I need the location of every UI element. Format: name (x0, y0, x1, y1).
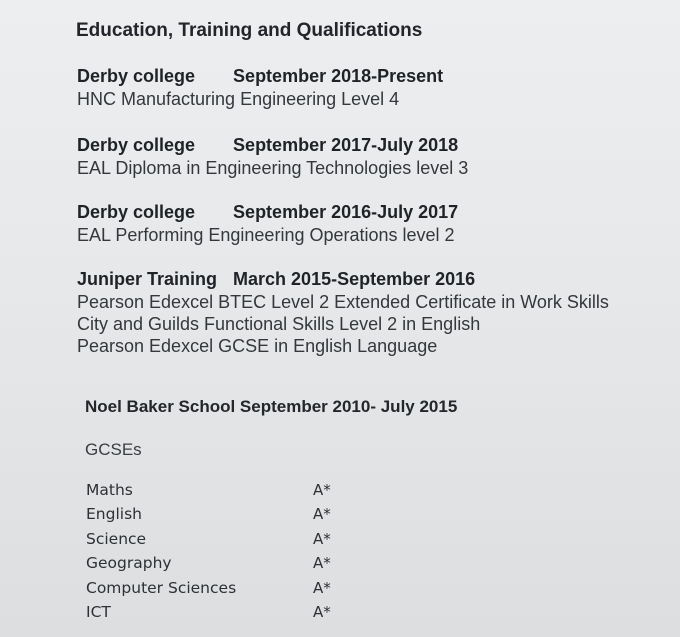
subject-name: English (86, 505, 142, 524)
institution-name: Juniper Training (77, 269, 218, 289)
entry-dates: March 2015-September 2016 (233, 269, 476, 289)
subject-name: Geography (86, 554, 172, 573)
grade-row (86, 529, 346, 553)
entry-dates: September 2017-July 2018 (233, 135, 459, 155)
subject-grade: A* (313, 529, 331, 548)
qualification-line: HNC Manufacturing Engineering Level 4 (77, 89, 400, 109)
qualification-line: EAL Diploma in Engineering Technologies level 3 (77, 158, 469, 178)
grade-row (86, 602, 346, 626)
subject-grade: A* (313, 505, 331, 524)
institution-name: Derby college (77, 135, 196, 155)
subject-grade: A* (313, 602, 331, 621)
institution-name: Derby college (77, 66, 196, 86)
subject-grade: A* (313, 578, 331, 597)
qualification-line: City and Guilds Functional Skills Level 2 in English (77, 314, 481, 334)
gcse-label: GCSEs (85, 440, 142, 459)
entry-header (77, 267, 672, 291)
grades-table (86, 480, 346, 626)
school-heading: Noel Baker School September 2010- July 2015 (85, 397, 458, 416)
qualification-entry (77, 200, 672, 246)
entry-dates: September 2018-Present (233, 66, 444, 86)
qualification-entry (77, 267, 672, 357)
section-title: Education, Training and Qualifications (76, 20, 423, 41)
grade-row (86, 553, 346, 577)
entry-header (77, 133, 672, 157)
subject-name: Computer Sciences (86, 578, 237, 597)
entry-header (77, 200, 672, 224)
qualification-line: Pearson Edexcel GCSE in English Language (77, 336, 438, 356)
qualification-entry (77, 64, 672, 110)
institution-name: Derby college (77, 202, 196, 222)
subject-name: Maths (86, 481, 133, 499)
qualification-line: EAL Performing Engineering Operations level 2 (77, 225, 455, 245)
qualification-line: Pearson Edexcel BTEC Level 2 Extended Certificate in Work Skills (77, 292, 609, 312)
subject-name: ICT (86, 602, 111, 621)
qualification-entry (77, 133, 672, 179)
entry-header (77, 64, 672, 88)
subject-grade: A* (313, 554, 331, 573)
entry-dates: September 2016-July 2017 (233, 202, 459, 222)
subject-name: Science (86, 529, 147, 548)
grade-row (86, 578, 346, 602)
grade-row (86, 480, 346, 504)
grade-row (86, 504, 346, 528)
subject-grade: A* (313, 481, 331, 499)
